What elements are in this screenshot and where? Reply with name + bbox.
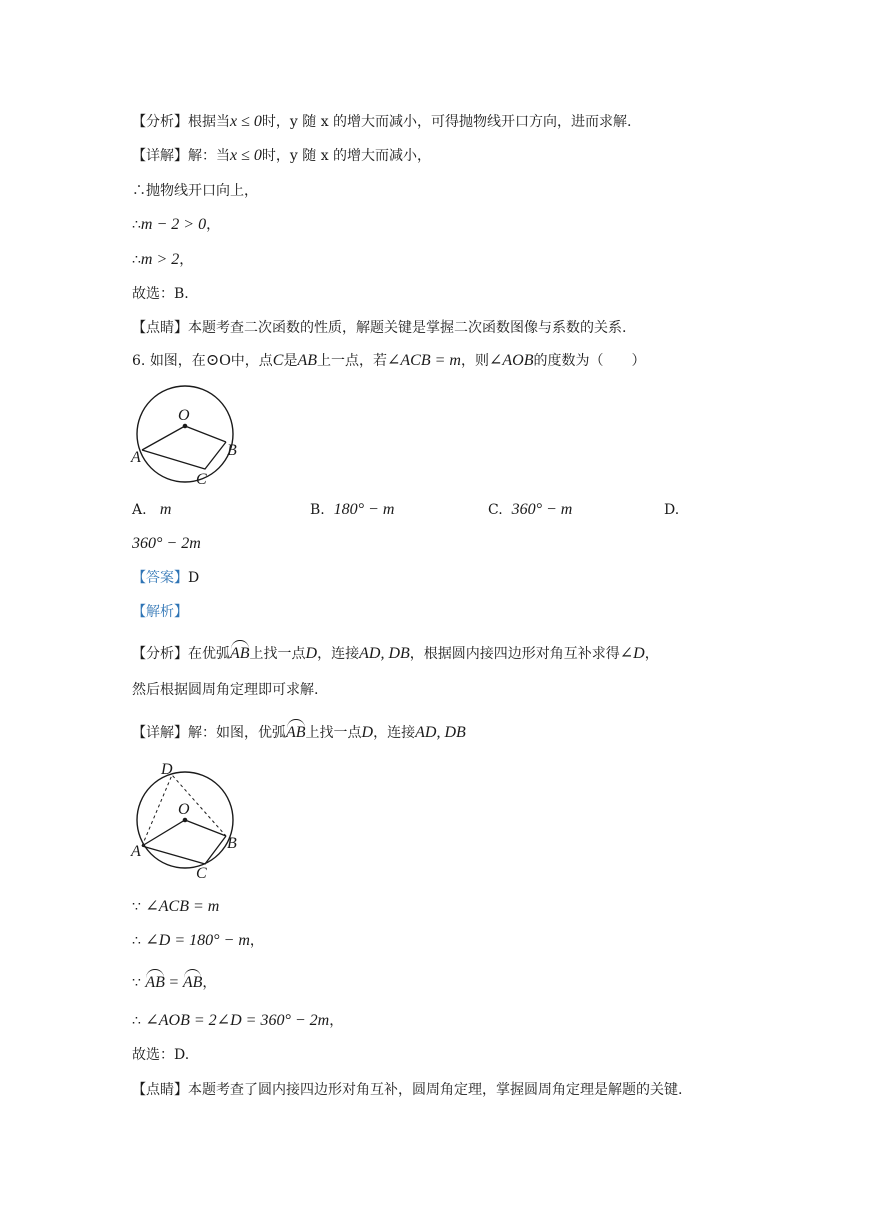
question-6: 6. 如图，在⊙O中，点C是AB上一点，若∠ACB = m，则∠AOB的度数为（ ） <box>132 352 646 369</box>
comment-line-1: 【点睛】本题考查二次函数的性质，解题关键是掌握二次函数图像与系数的关系. <box>132 320 627 336</box>
choose-line-1: 故选：B. <box>132 286 189 302</box>
detail-line-1: 【详解】解：当x ≤ 0时，y 随 x 的增大而减小， <box>132 147 432 164</box>
option-d-value: 360° − 2m <box>132 535 201 552</box>
label-c: C <box>196 865 207 882</box>
option-d-letter[interactable]: D. <box>664 502 680 518</box>
detail-line-5: 【详解】解：如图，优弧AB上找一点D，连接AD, DB <box>132 719 466 743</box>
radius-lines <box>142 820 226 846</box>
option-c[interactable]: C. 360° − m <box>488 501 573 518</box>
comment-line-2: 【点睛】本题考查了圆内接四边形对角互补，圆周角定理，掌握圆周角定理是解题的关键. <box>132 1082 683 1098</box>
label-b: B <box>227 835 237 852</box>
detail-line-2: ∴抛物线开口向上， <box>132 183 258 199</box>
label-c: C <box>196 471 207 488</box>
circle-figure-2 <box>128 758 248 882</box>
answer-line: 【答案】D <box>132 570 200 586</box>
chord-lines <box>142 836 226 864</box>
analysis-line-2: 【分析】在优弧AB上找一点D，连接AD, DB，根据圆内接四边形对角互补求得∠D， <box>132 640 659 664</box>
option-a[interactable]: A. m <box>132 501 172 518</box>
analysis-tag: 【解析】 <box>132 604 188 620</box>
step-4: ∴ ∠AOB = 2∠D = 360° − 2m， <box>132 1012 344 1029</box>
label-b: B <box>227 442 237 459</box>
detail-line-4: ∴m > 2， <box>132 251 194 268</box>
chord-lines <box>142 442 226 469</box>
analysis-line-1: 【分析】根据当x ≤ 0时，y 随 x 的增大而减小，可得抛物线开口方向，进而求解. <box>132 113 632 130</box>
label-o: O <box>178 801 190 818</box>
step-2: ∴ ∠D = 180° − m， <box>132 932 264 949</box>
choose-line-2: 故选：D. <box>132 1047 190 1063</box>
circle-figure-1 <box>128 380 248 492</box>
step-1: ∵ ∠ACB = m <box>132 898 220 915</box>
option-b[interactable]: B. 180° − m <box>310 501 395 518</box>
detail-line-3: ∴m − 2 > 0， <box>132 216 221 233</box>
label-o: O <box>178 407 190 424</box>
circle-outline <box>137 386 233 482</box>
label-a: A <box>131 843 141 860</box>
step-3: ∵ AB = AB， <box>132 969 216 993</box>
radius-lines <box>142 426 226 450</box>
label-a: A <box>131 449 141 466</box>
label-d: D <box>161 761 173 778</box>
analysis-line-3: 然后根据圆周角定理即可求解. <box>132 682 319 698</box>
